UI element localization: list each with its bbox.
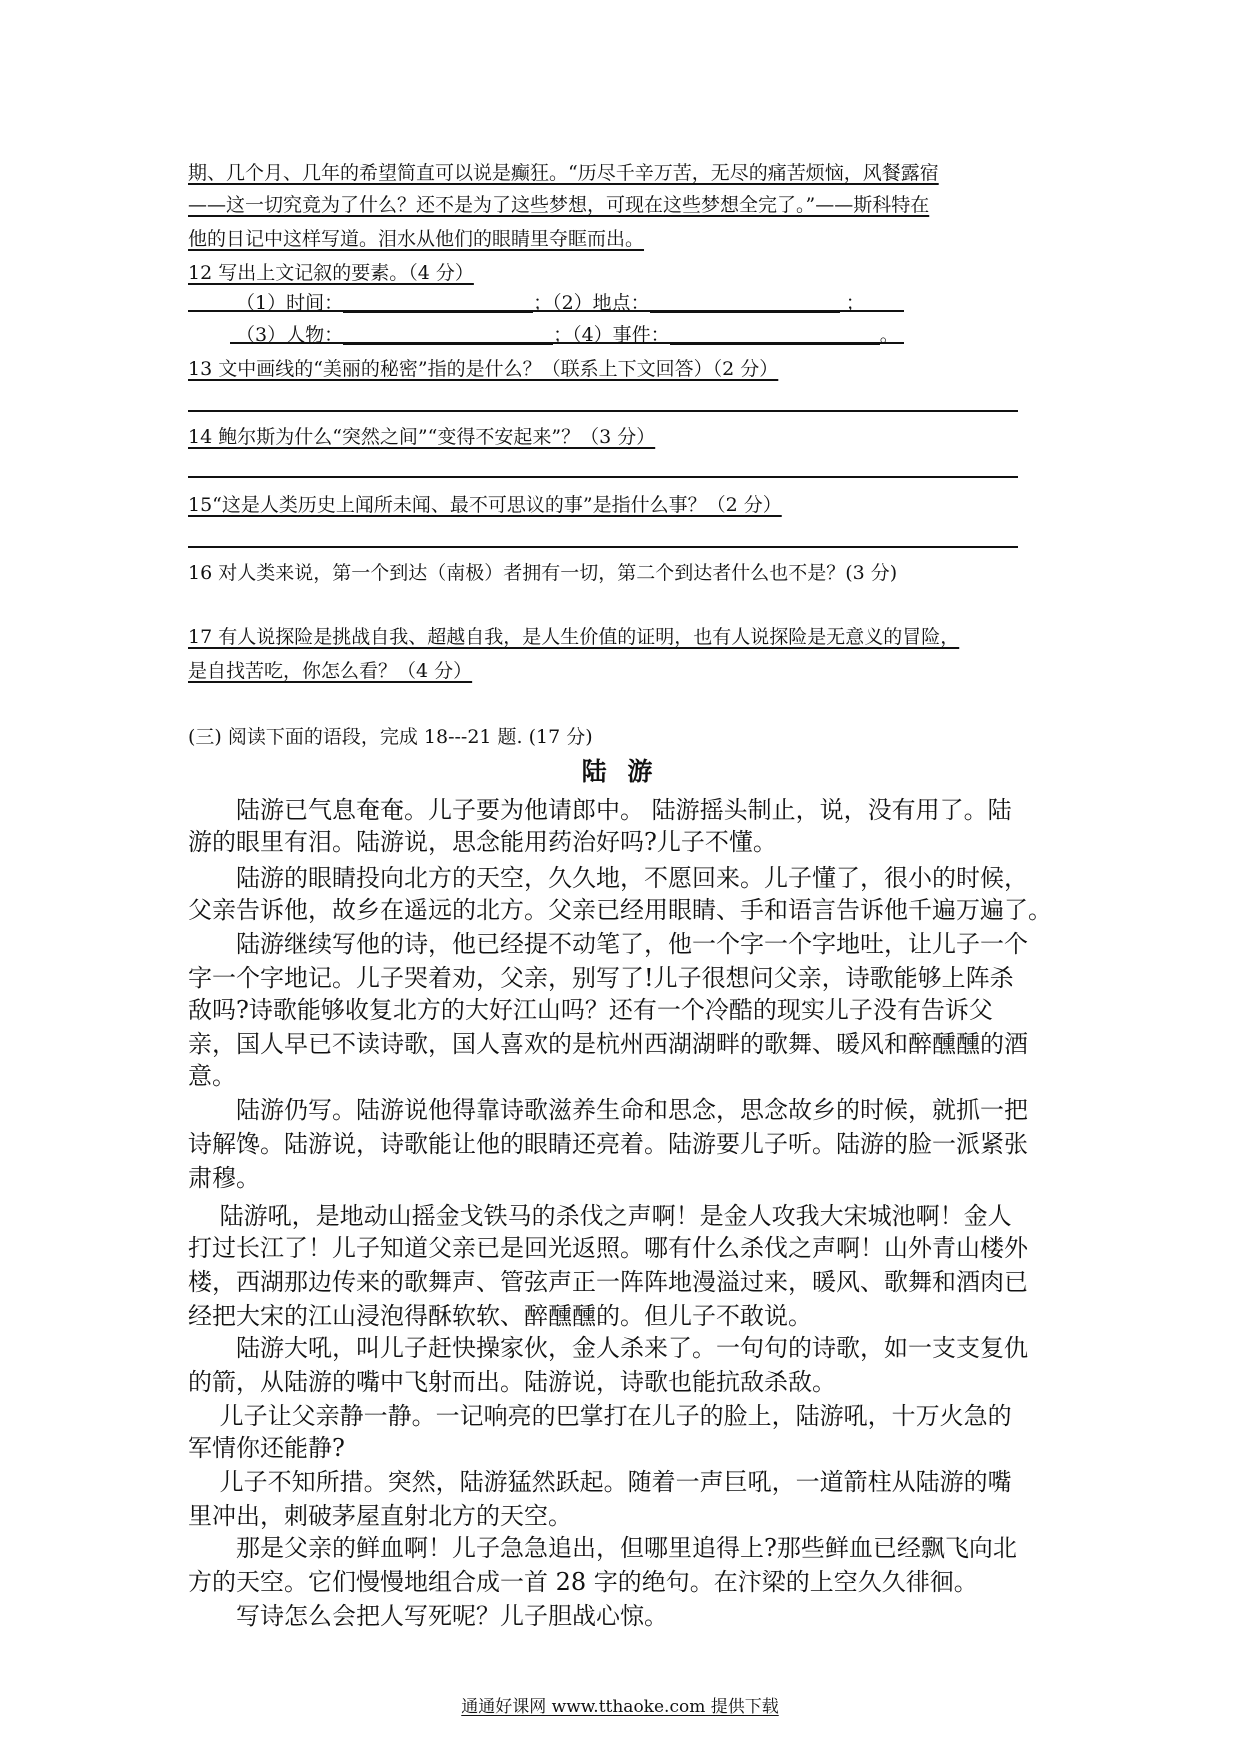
place-answer-blank[interactable] <box>650 292 840 313</box>
question-12-row2 <box>236 320 899 347</box>
question-15-answer-line[interactable] <box>188 546 1018 548</box>
story-line: 打过长江了！儿子知道父亲已是回光返照。哪有什么杀伐之声啊！山外青山楼外 <box>188 1234 1028 1262</box>
question-16-prompt: 16 对人类来说，第一个到达（南极）者拥有一切，第二个到达者什么也不是？(3 分) <box>188 562 898 584</box>
story-line: 楼，西湖那边传来的歌舞声、管弦声正一阵阵地漫溢过来，暖风、歌舞和酒肉已 <box>188 1268 1028 1296</box>
question-13-answer-line[interactable] <box>188 410 1018 412</box>
time-label: （1）时间： <box>236 292 344 314</box>
time-answer-blank[interactable] <box>343 292 533 313</box>
question-15-prompt: 15“这是人类历史上闻所未闻、最不可思议的事”是指什么事？（2 分） <box>188 494 782 516</box>
event-answer-blank[interactable] <box>670 324 880 345</box>
story-line: 方的天空。它们慢慢地组合成一首 28 字的绝句。在汴梁的上空久久徘徊。 <box>188 1568 978 1596</box>
people-answer-blank[interactable] <box>343 324 553 345</box>
story-line: 儿子让父亲静一静。一记响亮的巴掌打在儿子的脸上，陆游吼，十万火急的 <box>188 1402 1012 1430</box>
story-line: 肃穆。 <box>188 1164 260 1192</box>
story-line: 陆游已气息奄奄。儿子要为他请郎中。 陆游摇头制止，说，没有用了。陆 <box>188 796 1012 824</box>
story-line: 写诗怎么会把人写死呢？儿子胆战心惊。 <box>188 1602 668 1630</box>
story-line: 的箭，从陆游的嘴中飞射而出。陆游说，诗歌也能抗敌杀敌。 <box>188 1368 836 1396</box>
story-line: 陆游的眼睛投向北方的天空，久久地，不愿回来。儿子懂了，很小的时候， <box>188 864 1028 892</box>
question-14-prompt: 14 鲍尔斯为什么“突然之间”“变得不安起来”？（3 分） <box>188 426 656 448</box>
story-line: 意。 <box>188 1062 236 1090</box>
question-12-prompt: 12 写出上文记叙的要素。（4 分） <box>188 262 474 284</box>
row1-end-punct: ； <box>845 292 865 314</box>
question-13-prompt: 13 文中画线的“美丽的秘密”指的是什么？（联系上下文回答）（2 分） <box>188 358 779 380</box>
event-label: ；（4）事件： <box>553 324 670 346</box>
story-line: 军情你还能静? <box>188 1434 345 1462</box>
story-line: 敌吗?诗歌能够收复北方的大好江山吗？还有一个冷酷的现实儿子没有告诉父 <box>188 996 993 1024</box>
story-line: 父亲告诉他，故乡在遥远的北方。父亲已经用眼睛、手和语言告诉他千遍万遍了。 <box>188 896 1052 924</box>
question-17-line-2: 是自找苦吃，你怎么看？（4 分） <box>188 660 473 682</box>
story-line: 那是父亲的鲜血啊！儿子急急追出，但哪里追得上?那些鲜血已经飘飞向北 <box>188 1534 1017 1562</box>
story-line: 诗解馋。陆游说，诗歌能让他的眼睛还亮着。陆游要儿子听。陆游的脸一派紧张 <box>188 1130 1028 1158</box>
story-line: 陆游继续写他的诗，他已经提不动笔了，他一个字一个字地吐，让儿子一个 <box>188 930 1028 958</box>
passage-line-3: 他的日记中这样写道。泪水从他们的眼睛里夺眶而出。 <box>188 228 645 250</box>
story-title: 陆 游 <box>581 757 659 786</box>
footer-download-link[interactable]: 通通好课网 www.tthaoke.com 提供下载 <box>461 1697 779 1717</box>
story-line: 经把大宋的江山浸泡得酥软软、醉醺醺的。但儿子不敢说。 <box>188 1302 812 1330</box>
story-line: 游的眼里有泪。陆游说，思念能用药治好吗?儿子不懂。 <box>188 828 777 856</box>
story-line: 字一个字地记。儿子哭着劝，父亲，别写了!儿子很想问父亲，诗歌能够上阵杀 <box>188 964 1014 992</box>
question-12-row1 <box>236 288 865 315</box>
passage-line-2: ——这一切究竟为了什么？还不是为了这些梦想，可现在这些梦想全完了。”——斯科特在 <box>188 194 930 216</box>
question-17-line-1: 17 有人说探险是挑战自我、超越自我，是人生价值的证明，也有人说探险是无意义的冒险， <box>188 626 960 648</box>
story-line: 陆游吼，是地动山摇金戈铁马的杀伐之声啊！是金人攻我大宋城池啊！金人 <box>188 1202 1012 1230</box>
story-line: 陆游大吼，叫儿子赶快操家伙，金人杀来了。一句句的诗歌，如一支支复仇 <box>188 1334 1028 1362</box>
story-line: 儿子不知所措。突然，陆游猛然跃起。随着一声巨吼，一道箭柱从陆游的嘴 <box>188 1468 1012 1496</box>
row2-end-punct: 。 <box>879 324 899 346</box>
story-line: 陆游仍写。陆游说他得靠诗歌滋养生命和思念，思念故乡的时候，就抓一把 <box>188 1096 1028 1124</box>
place-label: ；（2）地点： <box>533 292 650 314</box>
passage-line-1: 期、几个月、几年的希望简直可以说是癫狂。“历尽千辛万苦，无尽的痛苦烦恼，风餐露宿 <box>188 162 939 184</box>
people-label: （3）人物： <box>236 324 344 346</box>
section-3-heading: (三) 阅读下面的语段，完成 18---21 题. (17 分) <box>188 726 593 748</box>
story-line: 里冲出，刺破茅屋直射北方的天空。 <box>188 1502 572 1530</box>
story-line: 亲，国人早已不读诗歌，国人喜欢的是杭州西湖湖畔的歌舞、暖风和醉醺醺的酒 <box>188 1030 1028 1058</box>
question-14-answer-line[interactable] <box>188 476 1018 478</box>
